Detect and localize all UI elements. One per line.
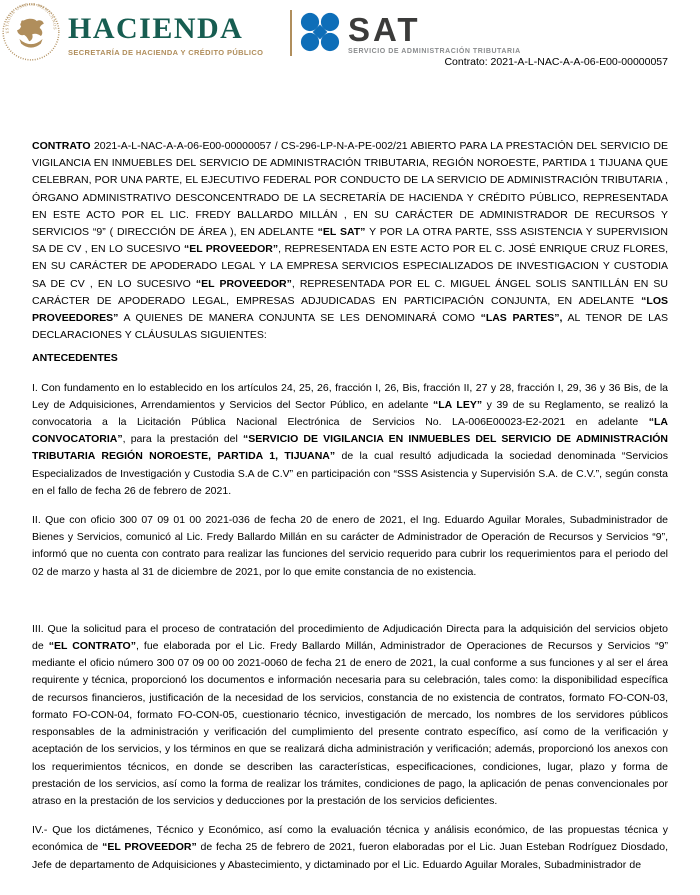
- antecedente-iii-paragraph: III. Que la solicitud para el proceso de contratación del procedimiento de Adjudicación Directa para la adquisición del servicios objeto de “EL CONTRATO”, fue elaborada por el Lic. Fredy Ballardo Millán, Administrador de Operaciones de Recursos y Servicios “9” mediante el oficio número 300 07 09 00 00 2021-0060 de fecha 21 de enero de 2021, la cual conforme a sus funciones y al ser el área requirente y técnica, proporcionó los documentos e información necesaria para su celebración, tales como: la disponibilidad específica de recursos financieros, justificación de la necesidad de los servicios, constancia de no existencia de contratos, formato FO-CON-03, formato FO-CON-04, formato FO-CON-05, cuestionario técnico, investigación de mercado, los nombres de los servidores públicos responsables de la administración y verificación del cumplimiento del presente contrato específico, así como de la verificación y aceptación de los servicios, y los términos en que se realizará dicha administración y verificación; además, proporcionó los anexos con los requerimientos técnicos, en donde se describen las características, especificaciones, condiciones, lugar, plazo y forma de prestación de los servicios, así como la forma de realizar los trámites, condiciones de pago, la aplicación de penas convencionales por atraso en la prestación de los servicios y deducciones por la prestación de los servicios deficientes.: [32, 622, 669, 807]
- hacienda-subtitle: SECRETARÍA DE HACIENDA Y CRÉDITO PÚBLICO: [68, 48, 264, 57]
- antecedentes-heading: ANTECEDENTES: [32, 352, 118, 365]
- hacienda-text-block: [68, 12, 264, 61]
- sat-wordmark: SAT: [348, 11, 421, 48]
- antecedente-ii-paragraph: II. Que con oficio 300 07 09 01 00 2021-036 de fecha 20 de enero de 2021, el Ing. Eduardo Aguilar Morales, Subadministrador de Bienes y Servicios, comunicó al Lic. Fredy Ballardo Millán en su carácter de Administrador de Operación de Recursos y Servicios “9”, informó que no cuenta con contrato para realizar las funciones del servicio requerido para cubrir los requerimientos para el periodo del 02 de marzo y hasta al 31 de diciembre de 2021, por lo que emite constancia de no existencia.: [32, 514, 668, 578]
- antecedente-iv-paragraph: IV.- Que los dictámenes, Técnico y Económico, así como la evaluación técnica y análisis económico, de las propuestas técnica y económica de “EL PROVEEDOR” de fecha 25 de febrero de 2021, fueron elaboradas por el Lic. Juan Esteban Rodríguez Diosdado, Jefe de departamento de Adquisiciones y Abastecimiento, y dictaminado por el Lic. Eduardo Aguilar Morales, Subadministrador de: [32, 824, 668, 871]
- header-divider: [290, 10, 292, 56]
- sat-text-block: [348, 13, 521, 55]
- hacienda-wordmark: HACIENDA: [68, 12, 244, 45]
- contract-body: [32, 138, 668, 886]
- sat-logo: [300, 2, 521, 55]
- antecedente-i-paragraph: I. Con fundamento en lo establecido en los artículos 24, 25, 26, fracción I, 26, Bis, fracción II, 27 y 28, fracción I, 29, 36 y 36 Bis, de la Ley de Adquisiciones, Arrendamientos y Servicios del Sector Público, en adelante “LA LEY” y 39 de su Reglamento, se realizó la convocatoria a la Licitación Pública Nacional Electrónica de Servicios No. LA-006E00023-E2-2021 en adelante “LA CONVOCATORIA”, para la prestación del “SERVICIO DE VIGILANCIA EN INMUEBLES DEL SERVICIO DE ADMINISTRACIÓN TRIBUTARIA REGIÓN NOROESTE, PARTIDA 1, TIJUANA” de la cual resultó adjudicada la sociedad denominada “Servicios Especializados de Investigación y Custodia S.A de C.V” en participación con “SSS Asistencia y Supervisión S.A. de C.V.”, según consta en el fallo de fecha 26 de febrero de 2021.: [32, 381, 668, 497]
- document-header: [2, 2, 521, 61]
- mexico-coat-of-arms-icon: [2, 3, 60, 61]
- contract-number: Contrato: 2021-A-L-NAC-A-A-06-E00-00000057: [444, 56, 668, 68]
- hacienda-logo: [2, 2, 264, 61]
- svg-text:ESTADOS UNIDOS MEXICANOS: ESTADOS UNIDOS MEXICANOS: [4, 3, 58, 34]
- opening-clause-paragraph: CONTRATO 2021-A-L-NAC-A-A-06-E00-00000057 / CS-296-LP-N-A-PE-002/21 ABIERTO PARA LA PRESTACIÓN DEL SERVICIO DE VIGILANCIA EN INMUEBLES DEL SERVICIO DE ADMINISTRACIÓN TRIBUTARIA, REGIÓN NOROESTE, PARTIDA 1 TIJUANA QUE CELEBRAN, POR UNA PARTE, EL EJECUTIVO FEDERAL POR CONDUCTO DE LA SERVICIO DE ADMINISTRACIÓN TRIBUTARIA , ÓRGANO ADMINISTRATIVO DESCONCENTRADO DE LA SECRETARÍA DE HACIENDA Y CRÉDITO PÚBLICO, REPRESENTADA EN ESTE ACTO POR EL LIC. FREDY BALLARDO MILLÁN , EN SU CARÁCTER DE ADMINISTRADOR DE RECURSOS Y SERVICIOS “9” ( DIRECCIÓN DE ÁREA ), EN ADELANTE “EL SAT” Y POR LA OTRA PARTE, SSS ASISTENCIA Y SUPERVISION SA DE CV , EN LO SUCESIVO “EL PROVEEDOR”, REPRESENTADA EN ESTE ACTO POR EL C. JOSÉ ENRIQUE CRUZ FLORES, EN SU CARÁCTER DE APODERADO LEGAL Y LA EMPRESA SERVICIOS ESPECIALIZADOS DE INVESTIGACION Y CUSTODIA SA DE CV , EN LO SUCESIVO “EL PROVEEDOR”, REPRESENTADA POR EL C. MIGUEL ÁNGEL SOLIS SANTILLÁN EN SU CARÁCTER DE APODERADO LEGAL, EMPRESAS ADJUDICADAS EN PARTICIPACIÓN CONJUNTA, EN ADELANTE “LOS PROVEEDORES” A QUIENES DE MANERA CONJUNTA SE LES DENOMINARÁ COMO “LAS PARTES”, AL TENOR DE LAS DECLARACIONES Y CLÁUSULAS SIGUIENTES:: [32, 140, 669, 342]
- sat-icon: [300, 12, 340, 52]
- sat-subtitle: SERVICIO DE ADMINISTRACIÓN TRIBUTARIA: [348, 48, 521, 55]
